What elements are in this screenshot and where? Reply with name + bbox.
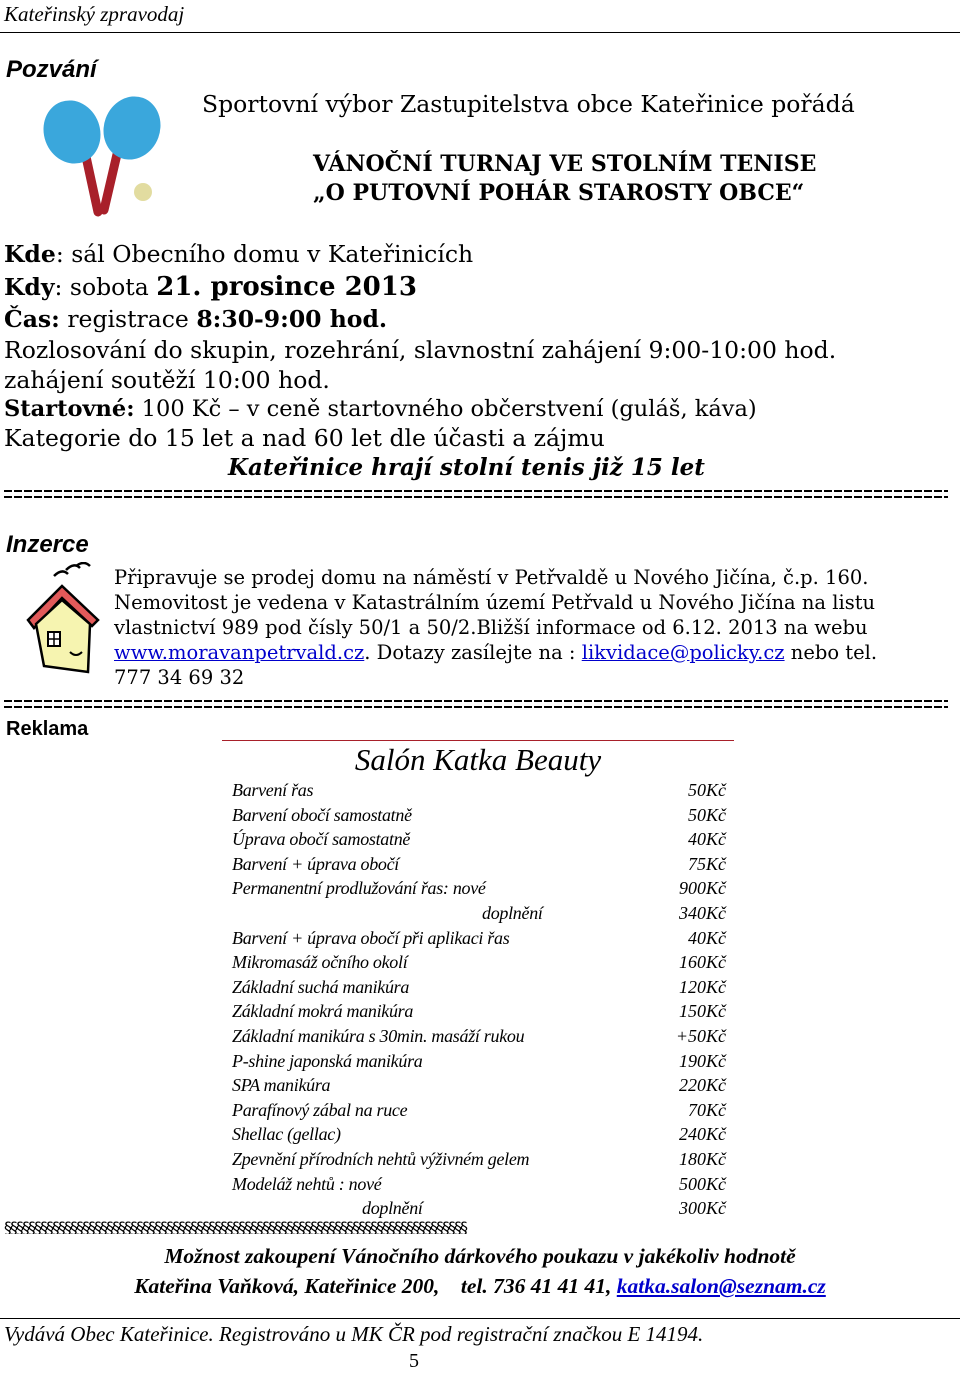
tournament-where [4, 240, 473, 268]
salon-service-price: 220Kč [679, 1075, 726, 1095]
header-divider [0, 32, 960, 33]
tournament-category: Kategorie do 15 let a nad 60 let dle účasti a zájmu [4, 424, 605, 452]
salon-service-price: 190Kč [679, 1051, 726, 1071]
ad-line-1: Připravuje se prodej domu na náměstí v Petřvaldě u Nového Jičína, č.p. 160. [114, 566, 869, 589]
ping-pong-paddles-icon [40, 92, 170, 222]
ad-contact-text: . Dotazy zasílejte na : [364, 641, 582, 664]
salon-service-price: 160Kč [679, 952, 726, 972]
salon-service-name: doplnění [482, 903, 543, 923]
salon-service-name: Modeláž nehtů : nové [232, 1174, 382, 1194]
time-prefix: registrace [59, 305, 197, 333]
salon-service-name: Základní mokrá manikúra [232, 1001, 414, 1021]
salon-service-price: 50Kč [688, 780, 726, 800]
page-number: 5 [409, 1350, 419, 1372]
time-label: Čas: [4, 305, 60, 333]
salon-service-price: 500Kč [679, 1174, 726, 1194]
tournament-start: zahájení soutěží 10:00 hod. [4, 366, 330, 394]
salon-service-price: 180Kč [679, 1149, 726, 1169]
salon-voucher: Možnost zakoupení Vánočního dárkového poukazu v jakékoliv hodnotě [164, 1244, 796, 1268]
ad-line-2: Nemovitost je vedena v Katastrálním území Petřvald u Nového Jičína na listu [114, 591, 876, 614]
salon-service-name: Barvení + úprava obočí [232, 854, 400, 874]
salon-contact [0, 1274, 960, 1299]
ad-line-3: vlastnictví 989 pod čísly 50/1 a 50/2.Bližší informace od 6.12. 2013 na webu [114, 616, 868, 639]
time-value: 8:30-9:00 hod. [196, 305, 388, 333]
salon-service-price: +50Kč [675, 1026, 726, 1046]
salon-service-price: 300Kč [679, 1198, 726, 1218]
where-value: : sál Obecního domu v Kateřinicích [55, 240, 474, 268]
dotted-divider [4, 490, 948, 498]
salon-service-price: 70Kč [688, 1100, 726, 1120]
tournament-title-line2: „O PUTOVNÍ POHÁR STAROSTY OBCE“ [313, 180, 805, 206]
dotted-divider [4, 700, 948, 708]
tournament-draw: Rozlosování do skupin, rozehrání, slavnostní zahájení 9:00-10:00 hod. [4, 336, 837, 364]
section-invite-heading: Pozvání [6, 56, 97, 83]
swirl-divider: §§§§§§§§§§§§§§§§§§§§§§§§§§§§§§§§§§§§§§§§§§§§§§§§§§§§§§§§§§§§§§§§§§§§§§§§§§§§§ [4, 1218, 466, 1234]
section-ads-heading: Inzerce [6, 531, 89, 558]
salon-service-price: 40Kč [688, 829, 726, 849]
salon-service-name: Parafínový zábal na ruce [232, 1100, 408, 1120]
salon-service-name: Barvení + úprava obočí při aplikaci řas [232, 928, 510, 948]
salon-service-name: Základní manikúra s 30min. masáží rukou [232, 1026, 525, 1046]
ad-line-4 [114, 640, 877, 666]
salon-service-name: Zpevnění přírodních nehtů výživném gelem [232, 1149, 530, 1169]
where-label: Kde [4, 240, 56, 268]
salon-service-name: Shellac (gellac) [232, 1124, 341, 1144]
salon-service-price: 75Kč [688, 854, 726, 874]
when-label: Kdy [4, 273, 55, 301]
tournament-slogan: Kateřinice hrají stolní tenis již 15 let [228, 454, 705, 481]
ad-tail-text: nebo tel. [784, 641, 878, 664]
salon-service-price: 240Kč [679, 1124, 726, 1144]
salon-service-price: 120Kč [679, 977, 726, 997]
salon-service-price: 40Kč [688, 928, 726, 948]
footer-divider [0, 1318, 960, 1319]
ad-phone: 777 34 69 32 [114, 666, 245, 689]
newsletter-title: Kateřinský zpravodaj [4, 2, 185, 26]
salon-service-price: 50Kč [688, 805, 726, 825]
salon-service-price: 340Kč [679, 903, 726, 923]
salon-service-name: Barvení obočí samostatně [232, 805, 412, 825]
salon-service-price: 900Kč [679, 878, 726, 898]
tournament-title-line1: VÁNOČNÍ TURNAJ VE STOLNÍM TENISE [313, 151, 817, 177]
fee-value: 100 Kč – v ceně startovného občerstvení (guláš, káva) [134, 396, 757, 422]
tournament-intro: Sportovní výbor Zastupitelstva obce Kateřinice pořádá [202, 90, 855, 118]
salon-service-name: Úprava obočí samostatně [232, 829, 411, 849]
when-date: 21. prosince 2013 [156, 272, 417, 302]
tournament-fee [4, 396, 757, 422]
salon-service-price: 150Kč [679, 1001, 726, 1021]
tournament-when [4, 272, 417, 302]
salon-service-name: Základní suchá manikúra [232, 977, 410, 997]
ad-website-link[interactable]: www.moravanpetrvald.cz [114, 641, 365, 664]
tournament-time [4, 305, 387, 333]
salon-contact-text: Kateřina Vaňková, Kateřinice 200, tel. 736 41 41 41, [134, 1274, 617, 1298]
fee-label: Startovné: [4, 396, 135, 422]
salon-service-name: Barvení řas [232, 780, 314, 800]
ad-email-link[interactable]: likvidace@policky.cz [581, 641, 785, 664]
salon-top-rule [222, 740, 734, 741]
salon-service-name: Permanentní prodlužování řas: nové [232, 878, 486, 898]
salon-service-name: P-shine japonská manikúra [232, 1051, 423, 1071]
salon-service-name: doplnění [362, 1198, 423, 1218]
salon-title: Salón Katka Beauty [354, 742, 602, 777]
when-prefix: : sobota [54, 273, 157, 301]
house-icon [14, 562, 106, 678]
salon-service-name: Mikromasáž očního okolí [232, 952, 408, 972]
section-reklama-heading: Reklama [6, 718, 89, 740]
footer-publisher: Vydává Obec Kateřinice. Registrováno u MK ČR pod registrační značkou E 14194. [4, 1322, 704, 1346]
salon-service-name: SPA manikúra [232, 1075, 331, 1095]
salon-email-link[interactable]: katka.salon@seznam.cz [616, 1274, 826, 1298]
